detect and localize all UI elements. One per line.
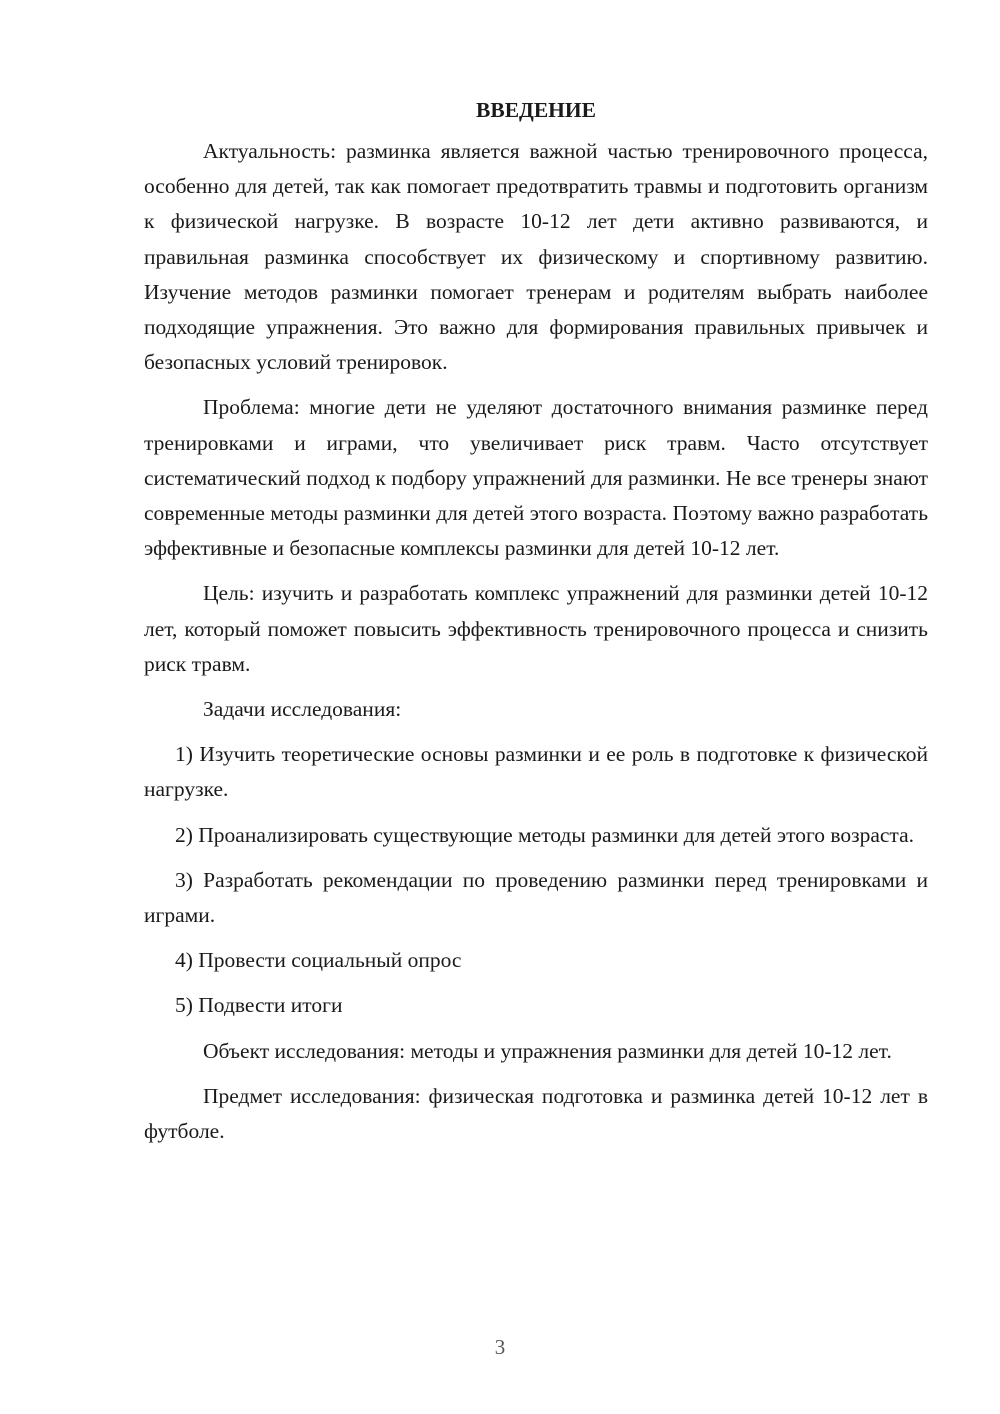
page-number: 3 xyxy=(494,1335,506,1359)
task-item: 5) Подвести итоги xyxy=(175,993,343,1018)
relevance-paragraph: Актуальность: разминка является важной частью тренировочного процесса, особенно для детей, так как помогает предотвратить травмы и подготовить организм к физической нагрузке. В возрасте 10-12 лет дети активно развиваются, и правильная разминка способствует их физическому и спортивному развитию. Изучение методов разминки помогает тренерам и родителям выбрать наиболее подходящие упражнения. Это важно для формирования правильных привычек и безопасных условий тренировок. xyxy=(144,139,928,375)
problem-paragraph: Проблема: многие дети не уделяют достаточного внимания разминке перед тренировками и играми, что увеличивает риск травм. Часто отсутствует систематический подход к подбору упражнений для разминки. Не все тренеры знают современные методы разминки для детей этого возраста. Поэтому важно разработать эффективные и безопасные комплексы разминки для детей 10-12 лет. xyxy=(144,395,928,561)
goal-paragraph: Цель: изучить и разработать комплекс упражнений для разминки детей 10-12 лет, который поможет повысить эффективность тренировочного процесса и снизить риск травм. xyxy=(144,581,928,676)
task-item: 2) Проанализировать существующие методы разминки для детей этого возраста. xyxy=(175,822,915,847)
tasks-title: Задачи исследования: xyxy=(203,697,402,722)
page-content xyxy=(144,92,928,1159)
task-item: 4) Провести социальный опрос xyxy=(175,948,462,973)
subject-paragraph: Предмет исследования: физическая подготовка и разминка детей 10-12 лет в футболе. xyxy=(144,1083,928,1144)
task-item: 3) Разработать рекомендации по проведению разминки перед тренировками и играми. xyxy=(144,867,928,928)
section-heading: ВВЕДЕНИЕ xyxy=(476,98,596,122)
object-paragraph: Объект исследования: методы и упражнения разминки для детей 10-12 лет. xyxy=(203,1038,892,1063)
task-item: 1) Изучить теоретические основы разминки и ее роль в подготовке к физической нагрузке. xyxy=(144,742,928,802)
